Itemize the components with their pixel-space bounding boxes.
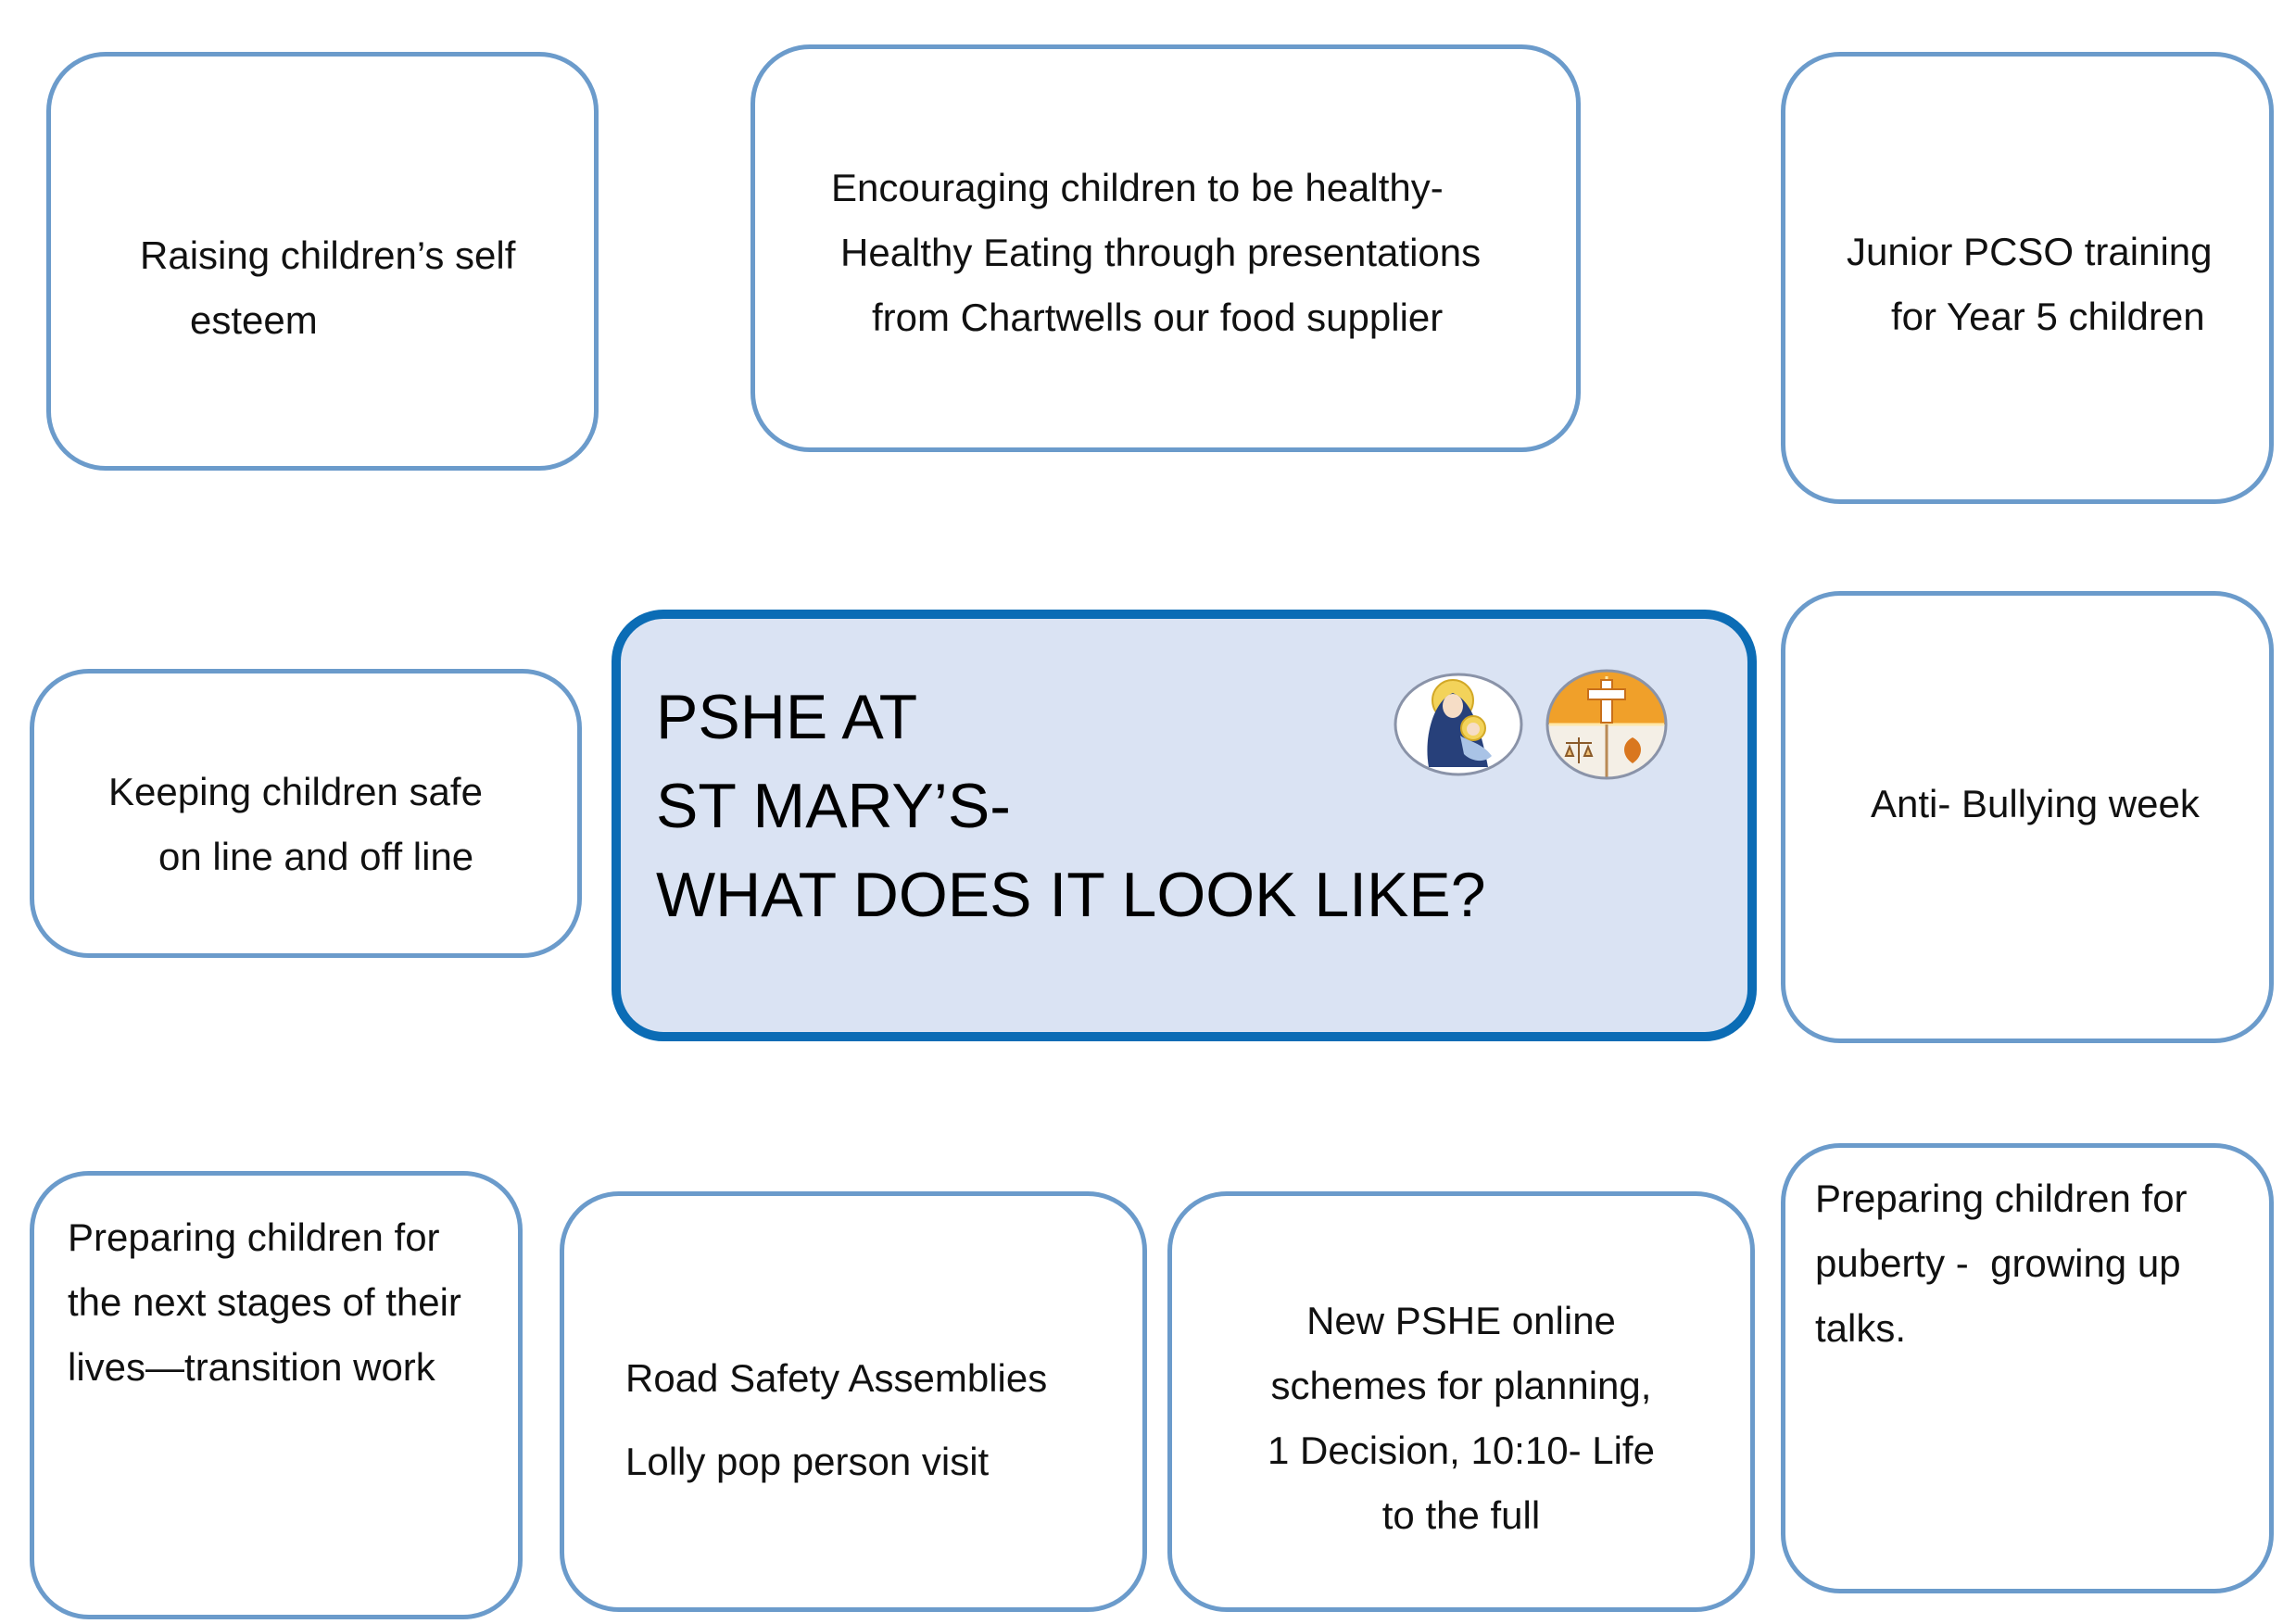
box-keeping-safe (30, 669, 582, 958)
box-puberty (1781, 1143, 2274, 1593)
pcso-line-2: for Year 5 children (1891, 295, 2205, 338)
healthy-line-2: Healthy Eating through presentations (840, 231, 1482, 274)
road-safety-line-2: Lolly pop person visit (625, 1440, 990, 1483)
puberty-text (1815, 1166, 2188, 1361)
self-esteem-line-1: Raising children’s self (140, 233, 516, 277)
junior-pcso-text (1847, 220, 2213, 349)
pcso-line-1: Junior PCSO training (1847, 230, 2213, 273)
puberty-line-1: Preparing children for (1815, 1177, 2188, 1220)
pshe-online-line-2: schemes for planning, (1270, 1364, 1652, 1407)
box-pshe-online (1167, 1191, 1755, 1612)
cross-scales-leaf-crest-icon (1542, 667, 1671, 782)
puberty-line-3: talks. (1815, 1306, 1907, 1350)
central-title-box (612, 610, 1757, 1041)
madonna-child-icon (1392, 671, 1525, 778)
box-healthy-eating (750, 44, 1581, 452)
transition-line-1: Preparing children for (68, 1215, 440, 1259)
anti-bullying-line-1: Anti- Bullying week (1871, 782, 2200, 825)
title-line-1: PSHE AT (656, 682, 918, 752)
self-esteem-text (140, 223, 515, 353)
box-junior-pcso (1781, 52, 2274, 504)
safe-line-2: on line and off line (158, 835, 474, 878)
pshe-online-text (1172, 1289, 1750, 1548)
road-safety-line-1: Road Safety Assemblies (625, 1356, 1048, 1400)
title-line-2: ST MARY’S- (656, 771, 1011, 841)
healthy-line-3: from Chartwells our food supplier (872, 296, 1444, 339)
transition-line-2: the next stages of their (68, 1280, 461, 1324)
pshe-online-line-1: New PSHE online (1306, 1299, 1616, 1342)
box-self-esteem (46, 52, 599, 471)
anti-bullying-text (1871, 772, 2200, 837)
safe-line-1: Keeping children safe (108, 770, 483, 813)
title-line-3: WHAT DOES IT LOOK LIKE? (656, 860, 1486, 930)
central-title (656, 673, 1486, 939)
healthy-eating-text (831, 156, 1481, 350)
road-safety-text (625, 1337, 1047, 1504)
pshe-online-line-4: to the full (1381, 1493, 1541, 1537)
self-esteem-line-2: esteem (190, 298, 318, 342)
keeping-safe-text (108, 760, 483, 889)
healthy-line-1: Encouraging children to be healthy- (831, 166, 1444, 209)
transition-line-3: lives—transition work (68, 1345, 435, 1389)
transition-text (68, 1205, 461, 1400)
box-anti-bullying (1781, 591, 2274, 1043)
pshe-online-line-3: 1 Decision, 10:10- Life (1268, 1429, 1655, 1472)
box-transition (30, 1171, 523, 1619)
puberty-line-2: puberty - growing up (1815, 1241, 2181, 1285)
box-road-safety (560, 1191, 1147, 1612)
